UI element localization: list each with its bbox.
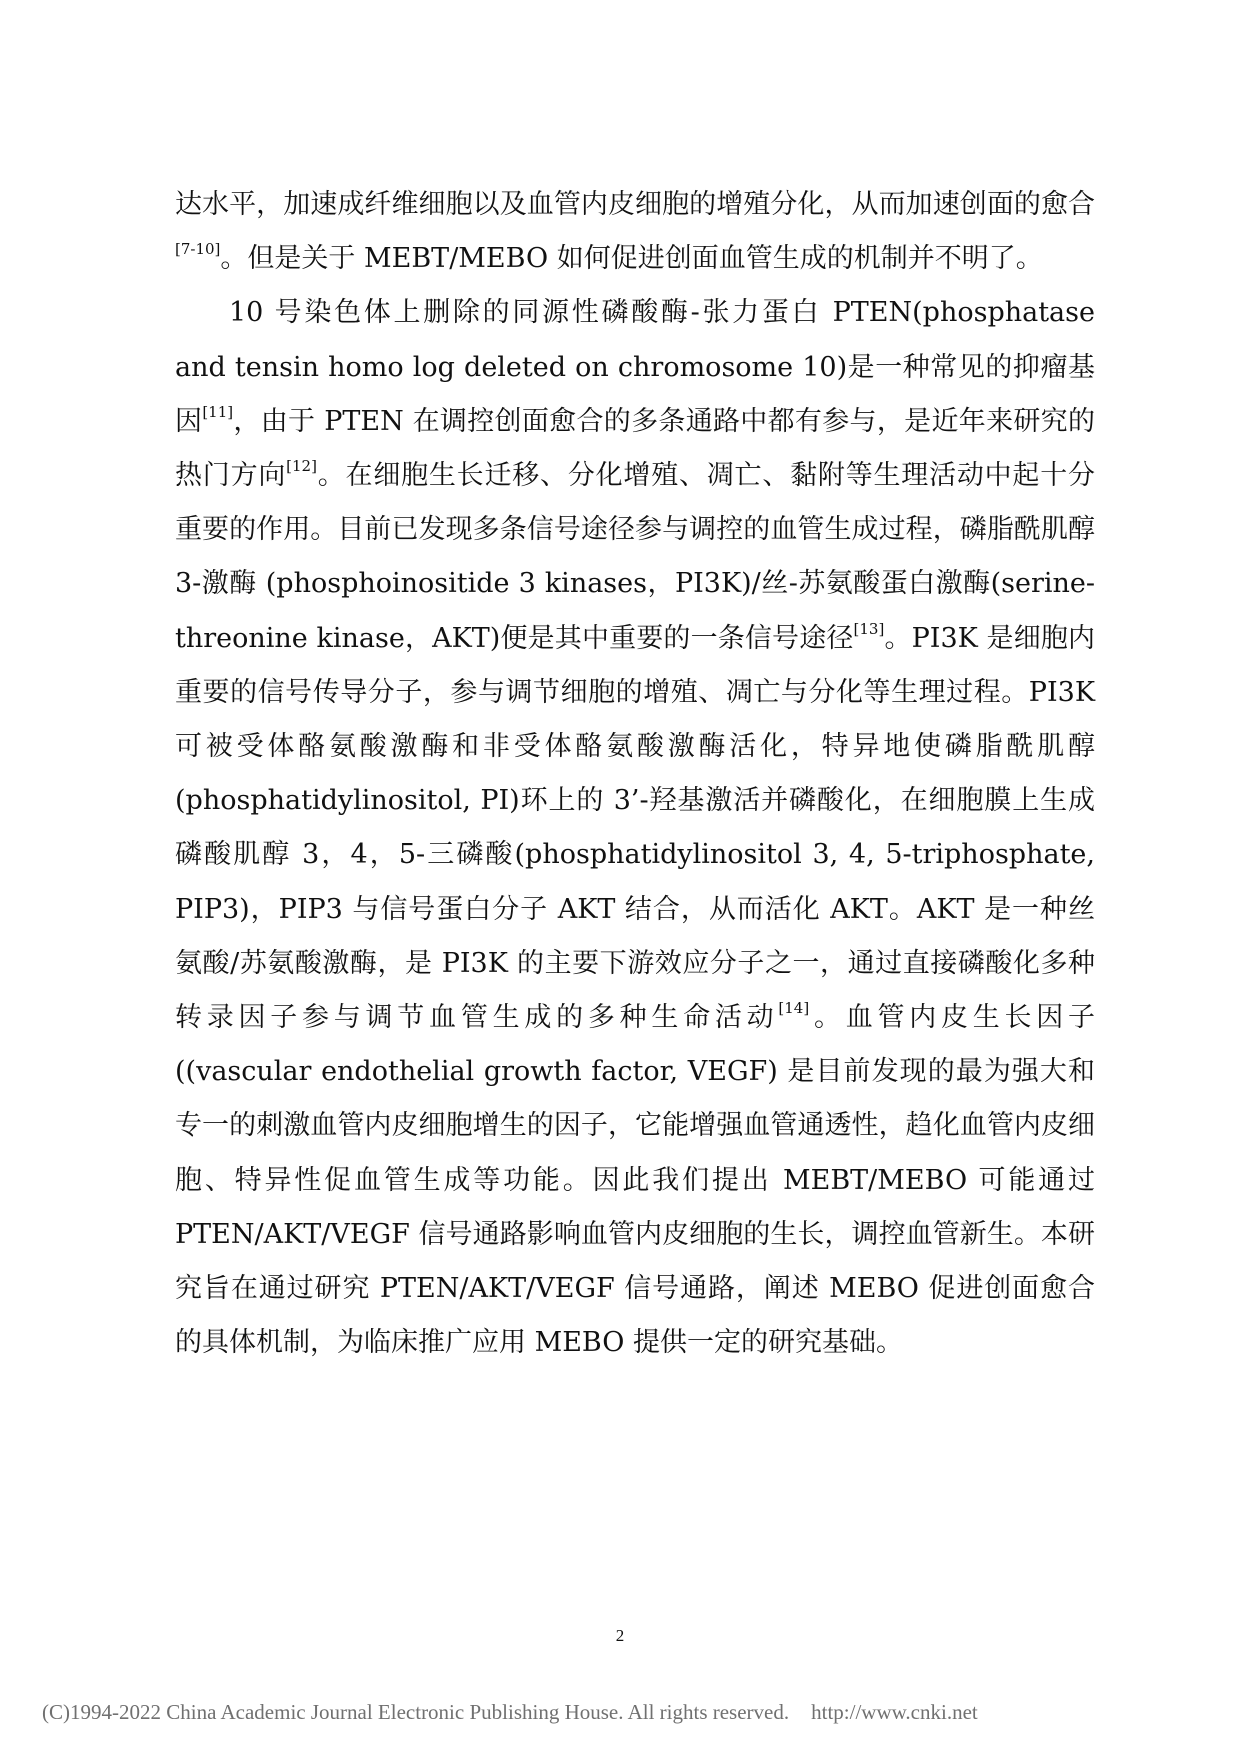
paragraph-text: 达水平，加速成纤维细胞以及血管内皮细胞的增殖分化，从而加速创面的愈合 [175, 189, 1095, 220]
paragraph-text: 。但是关于 MEBT/MEBO 如何促进创面血管生成的机制并不明了。 [220, 243, 1043, 275]
paragraph-text: 。在细胞生长迁移、分化增殖、凋亡、黏附等生理活动中起十分重要的作用。目前已发现多条信号途径参与调控的血管生成过程，磷脂酰肌醇 3-激酶 (phosphoinositide 3 kinases，PI3K)/丝-苏氨酸蛋白激酶(serine-threonine kinase，AKT)便是其中重要的一条信号途径 [175, 460, 1096, 654]
footer-url[interactable]: http://www.cnki.net [811, 1700, 978, 1724]
citation-ref: [11] [202, 402, 234, 421]
citation-ref: [14] [778, 999, 810, 1018]
citation-ref: [7-10] [175, 240, 221, 259]
citation-ref: [12] [286, 457, 317, 476]
page-body [175, 178, 1095, 1370]
page-number: 2 [615, 1626, 625, 1645]
citation-ref: [13] [853, 619, 885, 638]
paragraph-text: 。血管内皮生长因子((vascular endothelial growth factor, VEGF) 是目前发现的最为强大和专一的刺激血管内皮细胞增生的因子，它能增强血管通透性，趋化血管内皮细胞、特异性促血管生成等功能。因此我们提出 MEBT/MEBO 可能通过 PTEN/AKT/VEGF 信号通路影响血管内皮细胞的生长，调控血管新生。本研究旨在通过研究 PTEN/AKT/VEGF 信号通路，阐述 MEBO 促进创面愈合的具体机制，为临床推广应用 MEBO 提供一定的研究基础。 [175, 1002, 1096, 1359]
footer-copyright: (C)1994-2022 China Academic Journal Electronic Publishing House. All rights reserved. [42, 1700, 790, 1724]
paragraph-text: ，由于 PTEN 在调控创面愈合的多条通路中都有参与，是近年来研究的热门方向 [175, 405, 1095, 492]
paragraph-2 [175, 286, 1095, 1370]
paragraph-text: 。PI3K 是细胞内重要的信号传导分子，参与调节细胞的增殖、凋亡与分化等生理过程。PI3K 可被受体酪氨酸激酶和非受体酪氨酸激酶活化，特异地使磷脂酰肌醇(phosphatidylinositol, PI)环上的 3’-羟基激活并磷酸化，在细胞膜上生成磷酸肌醇 3，4，5-三磷酸(phosphatidylinositol 3, 4, 5-triphosphate, PIP3)，PIP3 与信号蛋白分子 AKT 结合，从而活化 AKT。AKT 是一种丝氨酸/苏氨酸激酶，是 PI3K 的主要下游效应分子之一，通过直接磷酸化多种转录因子参与调节血管生成的多种生命活动 [175, 622, 1096, 1034]
footer [42, 1700, 1202, 1725]
paragraph-text: 10 号染色体上删除的同源性磷酸酶-张力蛋白 PTEN(phosphatase and tensin homo log deleted on chromosome 10)是一种常见的抑瘤基因 [175, 297, 1095, 437]
paragraph-1 [175, 178, 1095, 286]
